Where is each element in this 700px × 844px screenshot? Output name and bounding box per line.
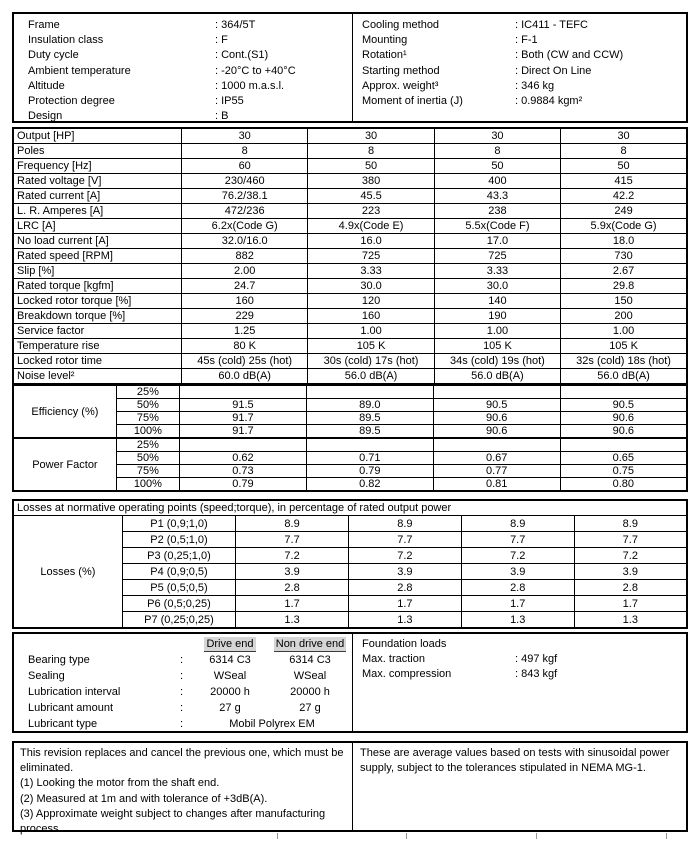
non-drive-end-header: Non drive end [275, 638, 345, 650]
spec-value: 400 [434, 174, 560, 189]
loss-value: 1.7 [348, 596, 461, 612]
loss-value: 1.3 [236, 612, 349, 629]
loss-value: 3.9 [236, 564, 349, 580]
spec-row [13, 174, 687, 189]
info-label: Approx. weight³ [362, 79, 439, 92]
ratio-value: 91.5 [179, 399, 306, 412]
loss-value: 1.3 [348, 612, 461, 629]
spec-label: Slip [%] [13, 264, 182, 279]
info-row [362, 79, 623, 94]
loss-value: 2.8 [574, 580, 687, 596]
bearing-value-non-drive-end: 6314 C3 [289, 654, 331, 666]
spec-value: 6.2x(Code G) [182, 219, 308, 234]
info-label: Starting method [362, 64, 440, 77]
spec-row [13, 309, 687, 324]
ratio-value: 0.77 [433, 465, 560, 478]
info-value: : Both (CW and CCW) [515, 49, 624, 62]
spec-row [13, 144, 687, 159]
spec-value: 105 K [434, 339, 560, 354]
ratio-value: 0.67 [433, 452, 560, 465]
operating-point: P2 (0,5;1,0) [122, 532, 235, 548]
spec-value: 160 [308, 309, 434, 324]
spec-value: 60 [182, 159, 308, 174]
spec-value: 1.00 [434, 324, 560, 339]
ratio-value [179, 438, 306, 452]
table-border-stub [536, 833, 537, 839]
foundation-label: Max. compression [362, 668, 452, 680]
loss-value: 7.7 [461, 532, 574, 548]
spec-value: 56.0 dB(A) [308, 369, 434, 385]
colon: : [180, 686, 184, 698]
ratio-value: 91.7 [179, 425, 306, 439]
load-percentage: 25% [116, 438, 179, 452]
spec-value: 415 [561, 174, 687, 189]
loss-value: 1.3 [461, 612, 574, 629]
bearing-label: Lubricant amount [28, 702, 113, 714]
spec-value: 105 K [561, 339, 687, 354]
bearing-value-drive-end: WSeal [213, 670, 247, 682]
spec-value: 1.25 [182, 324, 308, 339]
operating-point: P4 (0,9;0,5) [122, 564, 235, 580]
spec-value: 16.0 [308, 234, 434, 249]
bearing-value-non-drive-end: 20000 h [290, 686, 330, 698]
ratio-value: 89.5 [306, 412, 433, 425]
spec-value: 2.00 [182, 264, 308, 279]
spec-value: 18.0 [561, 234, 687, 249]
info-value: : 1000 m.a.s.l. [215, 79, 285, 92]
info-row [28, 33, 296, 48]
note-text: This revision replaces and cancel the previous one, which must be eliminated. [20, 747, 344, 775]
bearing-label: Lubrication interval [28, 686, 121, 698]
info-value: : F [215, 34, 228, 47]
spec-value: 50 [308, 159, 434, 174]
table-border-stub [406, 833, 407, 839]
spec-value: 238 [434, 204, 560, 219]
spec-label: Locked rotor time [13, 354, 182, 369]
info-value: : -20°C to +40°C [215, 64, 296, 77]
foundation-title: Foundation loads [362, 638, 447, 650]
table-border-stub [666, 833, 667, 839]
spec-row [13, 339, 687, 354]
bearing-value-span: Mobil Polyrex EM [229, 718, 315, 730]
spec-value: 30.0 [434, 279, 560, 294]
spec-row [13, 354, 687, 369]
ratio-value: 0.75 [560, 465, 687, 478]
general-data-left-column [28, 18, 296, 124]
spec-value: 140 [434, 294, 560, 309]
loss-value: 7.2 [574, 548, 687, 564]
loss-value: 3.9 [574, 564, 687, 580]
ratio-value [560, 438, 687, 452]
ratio-value: 0.82 [306, 478, 433, 492]
spec-row [13, 189, 687, 204]
info-value: : 0.9884 kgm² [515, 94, 583, 107]
spec-value: 725 [308, 249, 434, 264]
foundation-label: Max. traction [362, 653, 425, 665]
spec-row [13, 264, 687, 279]
foundation-title-row [362, 637, 557, 652]
operating-point: P7 (0,25;0,25) [122, 612, 235, 629]
spec-value: 8 [308, 144, 434, 159]
spec-value: 60.0 dB(A) [182, 369, 308, 385]
spec-value: 5.9x(Code G) [561, 219, 687, 234]
tolerance-note [360, 746, 686, 776]
operating-point: P1 (0,9;1,0) [122, 516, 235, 532]
info-value: : 346 kg [515, 79, 555, 92]
spec-label: Poles [13, 144, 182, 159]
losses-header: Losses at normative operating points (speed;torque), in percentage of rated output power [13, 500, 687, 516]
spec-label: Rated voltage [V] [13, 174, 182, 189]
spec-value: 32s (cold) 18s (hot) [561, 354, 687, 369]
loss-value: 7.2 [236, 548, 349, 564]
bearing-label: Bearing type [28, 654, 90, 666]
losses-label: Losses (%) [13, 516, 122, 629]
info-value: : F-1 [515, 34, 538, 47]
loss-value: 2.8 [461, 580, 574, 596]
bearing-value-drive-end: 6314 C3 [209, 654, 251, 666]
bearing-value-non-drive-end: 27 g [299, 702, 321, 714]
loss-value: 7.7 [574, 532, 687, 548]
general-data-box [12, 12, 688, 123]
spec-row [13, 219, 687, 234]
ratio-value [560, 385, 687, 399]
info-row [28, 64, 296, 79]
spec-value: 32.0/16.0 [182, 234, 308, 249]
spec-value: 8 [561, 144, 687, 159]
spec-value: 17.0 [434, 234, 560, 249]
ratio-value [433, 438, 560, 452]
ratio-value: 0.73 [179, 465, 306, 478]
spec-value: 4.9x(Code E) [308, 219, 434, 234]
bearing-foundation-box [12, 632, 688, 733]
spec-value: 472/236 [182, 204, 308, 219]
operating-point: P5 (0,5;0,5) [122, 580, 235, 596]
colon: : [180, 670, 184, 682]
bearing-value-non-drive-end: WSeal [293, 670, 327, 682]
info-row [362, 64, 623, 79]
spec-label: Frequency [Hz] [13, 159, 182, 174]
colon: : [180, 718, 184, 730]
ratio-value: 89.0 [306, 399, 433, 412]
load-ratio-row [13, 385, 687, 399]
spec-label: Service factor [13, 324, 182, 339]
foundation-row [362, 667, 557, 682]
operating-point: P6 (0,5;0,25) [122, 596, 235, 612]
spec-value: 8 [434, 144, 560, 159]
spec-value: 3.33 [308, 264, 434, 279]
drive-end-header: Drive end [206, 638, 254, 650]
load-percentage: 75% [116, 412, 179, 425]
ratio-value: 89.5 [306, 425, 433, 439]
ratio-value: 90.6 [560, 425, 687, 439]
bearing-value-drive-end: 20000 h [210, 686, 250, 698]
info-value: : IC411 - TEFC [515, 19, 588, 31]
spec-row [13, 279, 687, 294]
vertical-divider [352, 14, 353, 121]
bearing-value-drive-end: 27 g [219, 702, 241, 714]
load-ratio-row [13, 438, 687, 452]
spec-value: 5.5x(Code F) [434, 219, 560, 234]
spec-value: 8 [182, 144, 308, 159]
spec-value: 150 [561, 294, 687, 309]
spec-row [13, 204, 687, 219]
loss-value: 7.2 [348, 548, 461, 564]
drive-end-header-cell [192, 636, 268, 652]
spec-value: 30 [561, 128, 687, 144]
spec-value: 190 [434, 309, 560, 324]
loss-value: 7.2 [461, 548, 574, 564]
spec-value: 50 [434, 159, 560, 174]
spec-value: 105 K [308, 339, 434, 354]
spec-row [13, 294, 687, 309]
loss-value: 3.9 [461, 564, 574, 580]
info-label: Duty cycle [28, 49, 79, 62]
ratio-value: 0.81 [433, 478, 560, 492]
spec-value: 76.2/38.1 [182, 189, 308, 204]
spec-row [13, 159, 687, 174]
ratio-value [306, 438, 433, 452]
foundation-row [362, 652, 557, 667]
loss-value: 7.7 [236, 532, 349, 548]
general-data-right-column [362, 18, 623, 109]
ratio-value: 90.6 [560, 412, 687, 425]
loss-value: 8.9 [461, 516, 574, 532]
power-factor-label: Power Factor [13, 438, 116, 491]
spec-value: 1.00 [561, 324, 687, 339]
bearing-row [14, 716, 352, 732]
spec-value: 725 [434, 249, 560, 264]
load-percentage: 100% [116, 425, 179, 439]
vertical-divider [352, 634, 353, 731]
bearing-row [14, 684, 352, 700]
info-value: : IP55 [215, 94, 244, 107]
efficiency-label: Efficiency (%) [13, 385, 116, 438]
operating-point: P3 (0,25;1,0) [122, 548, 235, 564]
loss-value: 1.7 [236, 596, 349, 612]
ratio-value: 90.5 [560, 399, 687, 412]
bearing-row [14, 700, 352, 716]
spec-label: Temperature rise [13, 339, 182, 354]
spec-value: 3.33 [434, 264, 560, 279]
spec-value: 160 [182, 294, 308, 309]
info-label: Insulation class [28, 34, 104, 47]
load-percentage: 75% [116, 465, 179, 478]
spec-value: 30 [434, 128, 560, 144]
spec-value: 80 K [182, 339, 308, 354]
spec-value: 380 [308, 174, 434, 189]
spec-value: 34s (cold) 19s (hot) [434, 354, 560, 369]
spec-value: 200 [561, 309, 687, 324]
ratio-value: 0.79 [306, 465, 433, 478]
info-row [28, 79, 296, 94]
spec-value: 120 [308, 294, 434, 309]
spec-value: 882 [182, 249, 308, 264]
info-label: Protection degree [28, 94, 115, 107]
info-label: Design [28, 110, 63, 123]
ratio-value: 90.6 [433, 425, 560, 439]
info-row [28, 109, 296, 124]
note-text: (1) Looking the motor from the shaft end. [20, 777, 220, 790]
ratio-value: 0.71 [306, 452, 433, 465]
losses-table [12, 499, 688, 629]
load-percentage: 25% [116, 385, 179, 399]
bearing-row [14, 652, 352, 668]
spec-value: 45.5 [308, 189, 434, 204]
spec-label: Rated speed [RPM] [13, 249, 182, 264]
info-label: Mounting [362, 34, 408, 47]
info-row [362, 48, 623, 63]
losses-header-row [13, 500, 687, 516]
spec-label: Breakdown torque [%] [13, 309, 182, 324]
ratio-value: 91.7 [179, 412, 306, 425]
info-row [362, 33, 623, 48]
foundation-value: : 497 kgf [515, 653, 558, 665]
load-percentage: 50% [116, 452, 179, 465]
ratio-value: 0.79 [179, 478, 306, 492]
note-text: These are average values based on tests with sinusoidal power supply, subject to the tolerances stipulated in NEMA MG-1. [360, 747, 670, 775]
vertical-divider [352, 743, 353, 830]
colon: : [180, 654, 184, 666]
bearing-header-row [14, 636, 352, 652]
spec-value: 43.3 [434, 189, 560, 204]
losses-row [13, 516, 687, 532]
ratio-value [306, 385, 433, 399]
spec-value: 2.67 [561, 264, 687, 279]
table-border-stub [277, 833, 278, 839]
load-percentage: 100% [116, 478, 179, 492]
electrical-data-table [12, 127, 688, 385]
loss-value: 1.7 [461, 596, 574, 612]
ratio-value [179, 385, 306, 399]
spec-value: 50 [561, 159, 687, 174]
spec-label: Rated current [A] [13, 189, 182, 204]
spec-label: L. R. Amperes [A] [13, 204, 182, 219]
spec-row [13, 324, 687, 339]
spec-row [13, 369, 687, 385]
spec-value: 56.0 dB(A) [434, 369, 560, 385]
ratio-value: 0.80 [560, 478, 687, 492]
spec-value: 730 [561, 249, 687, 264]
ratio-value [433, 385, 560, 399]
spec-value: 29.8 [561, 279, 687, 294]
info-label: Frame [28, 19, 60, 31]
info-row [28, 18, 296, 33]
spec-value: 30s (cold) 17s (hot) [308, 354, 434, 369]
spec-label: Rated torque [kgfm] [13, 279, 182, 294]
spec-label: Locked rotor torque [%] [13, 294, 182, 309]
colon: : [180, 702, 184, 714]
loss-value: 1.7 [574, 596, 687, 612]
spec-label: No load current [A] [13, 234, 182, 249]
info-value: : Direct On Line [515, 64, 592, 77]
spec-value: 24.7 [182, 279, 308, 294]
ratio-value: 0.65 [560, 452, 687, 465]
revision-notes [20, 746, 346, 837]
spec-row [13, 234, 687, 249]
loss-value: 8.9 [236, 516, 349, 532]
spec-value: 30.0 [308, 279, 434, 294]
ratio-value: 0.62 [179, 452, 306, 465]
info-label: Altitude [28, 79, 65, 92]
info-label: Moment of inertia (J) [362, 94, 463, 107]
info-value: : B [215, 110, 229, 123]
notes-box [12, 741, 688, 836]
foundation-loads [362, 637, 557, 682]
bearing-label: Sealing [28, 670, 65, 682]
info-label: Rotation¹ [362, 49, 407, 62]
spec-value: 249 [561, 204, 687, 219]
loss-value: 7.7 [348, 532, 461, 548]
ratio-value: 90.5 [433, 399, 560, 412]
loss-value: 2.8 [236, 580, 349, 596]
loss-value: 2.8 [348, 580, 461, 596]
info-row [362, 94, 623, 109]
spec-value: 30 [182, 128, 308, 144]
spec-value: 56.0 dB(A) [561, 369, 687, 385]
spec-value: 30 [308, 128, 434, 144]
info-value: : Cont.(S1) [215, 49, 269, 62]
bearing-data [14, 636, 352, 732]
spec-value: 223 [308, 204, 434, 219]
loss-value: 3.9 [348, 564, 461, 580]
info-label: Ambient temperature [28, 64, 131, 77]
spec-value: 1.00 [308, 324, 434, 339]
spacer [180, 636, 192, 652]
load-percentage: 50% [116, 399, 179, 412]
non-drive-end-header-cell [268, 636, 352, 652]
spec-row [13, 249, 687, 264]
bearing-row [14, 668, 352, 684]
info-value: : 364/5T [215, 19, 256, 31]
spec-value: 229 [182, 309, 308, 324]
spec-label: LRC [A] [13, 219, 182, 234]
spec-value: 230/460 [182, 174, 308, 189]
loss-value: 8.9 [574, 516, 687, 532]
spec-value: 45s (cold) 25s (hot) [182, 354, 308, 369]
info-row [362, 18, 623, 33]
info-row [28, 48, 296, 63]
info-row [28, 94, 296, 109]
loss-value: 8.9 [348, 516, 461, 532]
spacer [28, 636, 180, 652]
ratio-value: 90.6 [433, 412, 560, 425]
note-text: (3) Approximate weight subject to changes after manufacturing process. [20, 807, 326, 836]
foundation-value: : 843 kgf [515, 668, 558, 680]
spec-row [13, 128, 687, 144]
note-text: (2) Measured at 1m and with tolerance of +3dB(A). [20, 792, 268, 805]
spec-label: Noise level² [13, 369, 182, 385]
bearing-label: Lubricant type [28, 718, 98, 730]
efficiency-powerfactor-table [12, 384, 688, 492]
loss-value: 1.3 [574, 612, 687, 629]
spec-value: 42.2 [561, 189, 687, 204]
info-label: Cooling method [362, 19, 440, 31]
spec-label: Output [HP] [13, 128, 182, 144]
